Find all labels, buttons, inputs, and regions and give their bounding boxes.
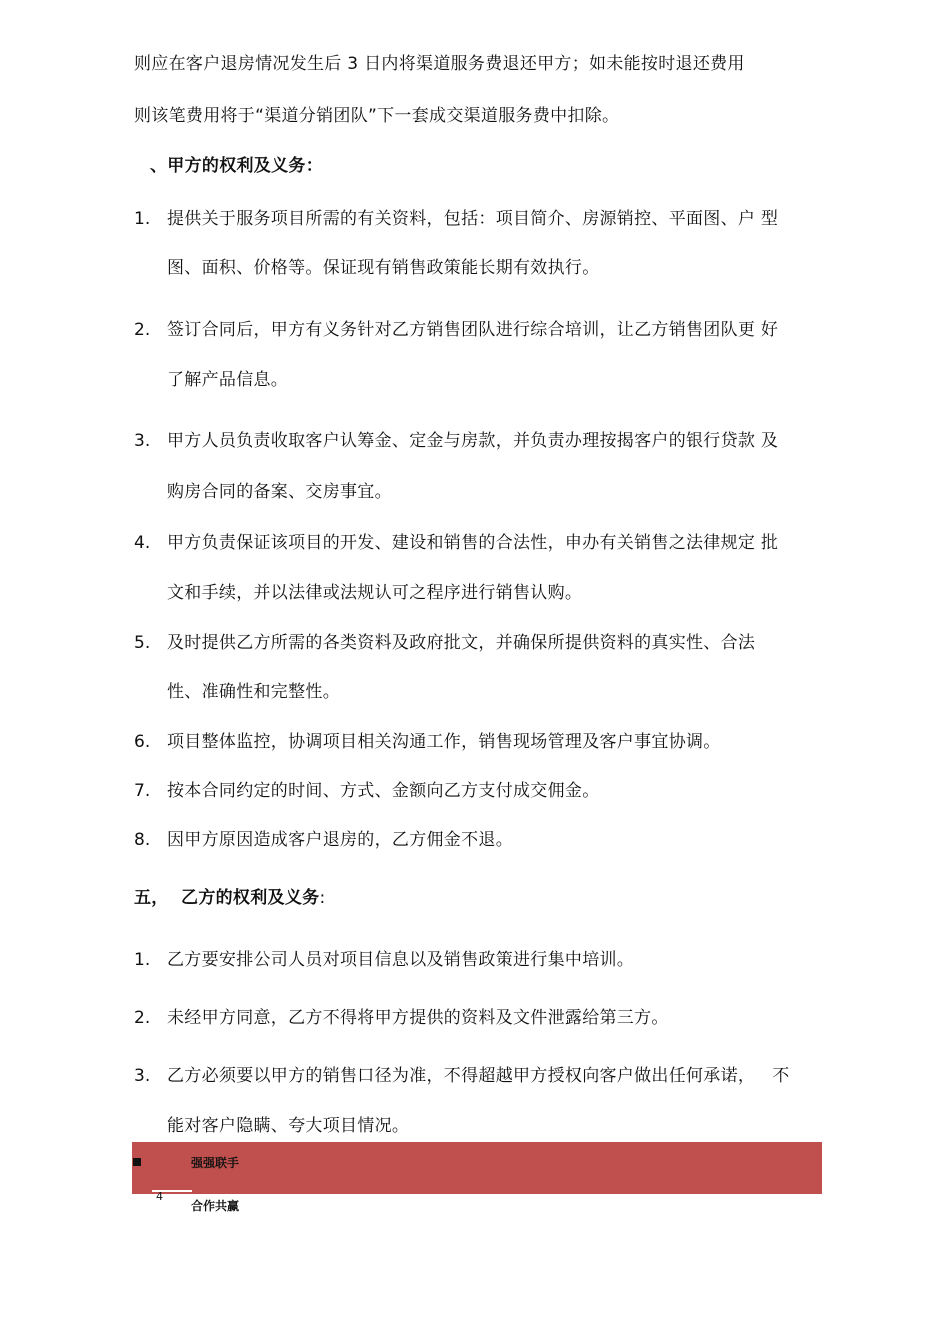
list-text: 乙方要安排公司人员对项目信息以及销售政策进行集中培训。 bbox=[167, 950, 635, 970]
list-number: 2. bbox=[134, 1008, 151, 1028]
list-number: 1. bbox=[134, 950, 151, 970]
list-text: 文和手续，并以法律或法规认可之程序进行销售认购。 bbox=[167, 583, 583, 603]
list-text: 了解产品信息。 bbox=[167, 370, 289, 390]
section-heading-party-b bbox=[134, 887, 325, 909]
list-text: 签订合同后，甲方有义务针对乙方销售团队进行综合培训，让乙方销售团队更 好 bbox=[167, 320, 779, 340]
list-text: 能对客户隐瞒、夸大项目情况。 bbox=[167, 1116, 410, 1136]
footer-slogan-1: 强强联手 bbox=[191, 1156, 240, 1170]
list-number: 2. bbox=[134, 320, 151, 340]
section-heading-colon: : bbox=[319, 888, 326, 908]
intro-line-1: 则应在客户退房情况发生后 3 日内将渠道服务费退还甲方；如未能按时退还费用 bbox=[134, 54, 745, 74]
list-text: 按本合同约定的时间、方式、金额向乙方支付成交佣金。 bbox=[167, 781, 600, 801]
list-text: 图、面积、价格等。保证现有销售政策能长期有效执行。 bbox=[167, 258, 600, 278]
list-text: 提供关于服务项目所需的有关资料，包括：项目简介、房源销控、平面图、户 型 bbox=[167, 209, 779, 229]
list-number: 7. bbox=[134, 781, 151, 801]
footer-slogan-2: 合作共赢 bbox=[191, 1199, 240, 1213]
list-text: 购房合同的备案、交房事宜。 bbox=[167, 482, 392, 502]
list-number: 5. bbox=[134, 633, 151, 653]
list-number: 8. bbox=[134, 830, 151, 850]
list-text: 性、准确性和完整性。 bbox=[167, 682, 340, 702]
list-text: 项目整体监控，协调项目相关沟通工作，销售现场管理及客户事宜协调。 bbox=[167, 732, 721, 752]
intro-line-2: 则该笔费用将于“渠道分销团队”下一套成交渠道服务费中扣除。 bbox=[134, 106, 620, 126]
list-text: 乙方必须要以甲方的销售口径为准，不得超越甲方授权向客户做出任何承诺， 不 bbox=[167, 1066, 790, 1086]
list-text: 甲方人员负责收取客户认筹金、定金与房款，并负责办理按揭客户的银行贷款 及 bbox=[167, 431, 779, 451]
page-number: 4 bbox=[156, 1190, 163, 1203]
list-number: 6. bbox=[134, 732, 151, 752]
list-number: 1. bbox=[134, 209, 151, 229]
list-number: 4. bbox=[134, 533, 151, 553]
list-number: 3. bbox=[134, 431, 151, 451]
bullet-square-icon bbox=[133, 1158, 141, 1166]
list-text: 未经甲方同意，乙方不得将甲方提供的资料及文件泄露给第三方。 bbox=[167, 1008, 669, 1028]
section-heading-party-a: 、甲方的权利及义务： bbox=[150, 156, 323, 176]
list-text: 因甲方原因造成客户退房的，乙方佣金不退。 bbox=[167, 830, 513, 850]
list-text: 及时提供乙方所需的各类资料及政府批文，并确保所提供资料的真实性、合法 bbox=[167, 633, 756, 653]
section-heading-text: 五， 乙方的权利及义务 bbox=[134, 888, 320, 908]
list-text: 甲方负责保证该项目的开发、建设和销售的合法性，申办有关销售之法律规定 批 bbox=[167, 533, 779, 553]
list-number: 3. bbox=[134, 1066, 151, 1086]
